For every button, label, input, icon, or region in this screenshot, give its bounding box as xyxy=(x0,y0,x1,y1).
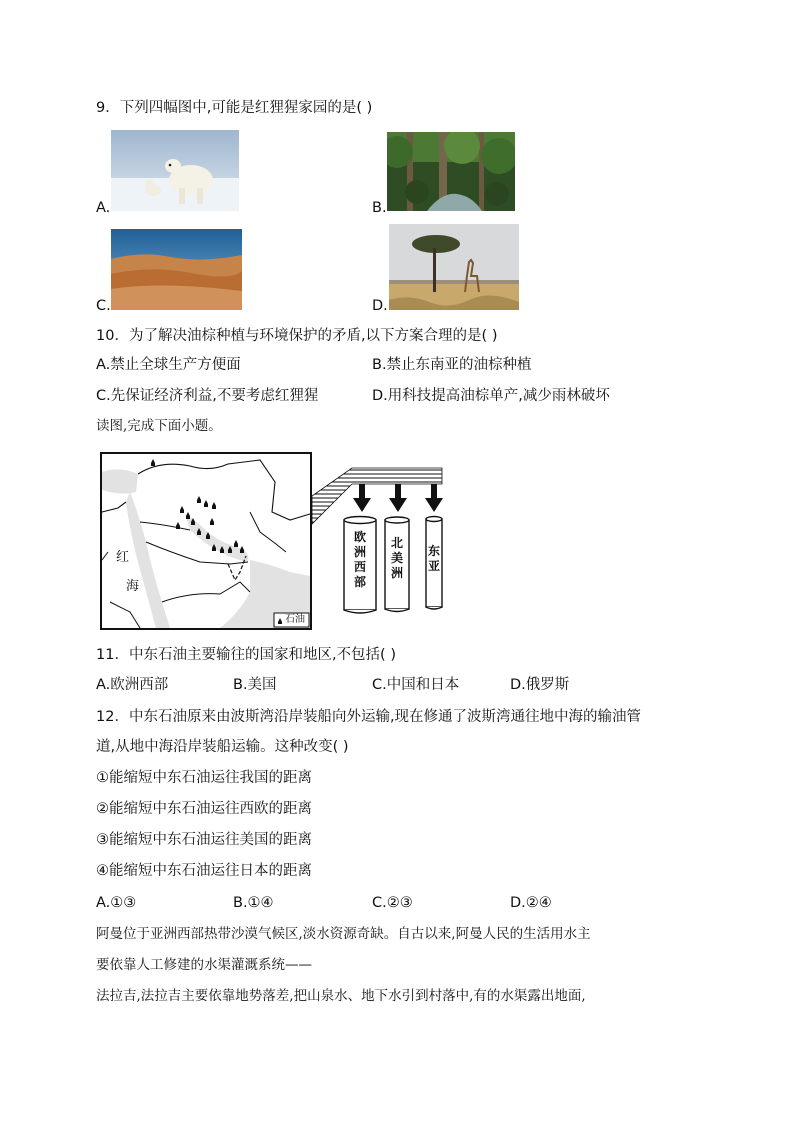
q11-stem: 11．中东石油主要输往的国家和地区,不包括( ) xyxy=(96,647,396,663)
q9-option-d-label: D. xyxy=(372,298,388,314)
rainforest-image[interactable] xyxy=(387,132,515,211)
q10-option-b[interactable]: B.禁止东南亚的油棕种植 xyxy=(372,357,532,373)
pipe-east-asia: 东 亚 xyxy=(427,544,440,573)
q9-stem: 9．下列四幅图中,可能是红狸猩家园的是( ) xyxy=(96,100,373,116)
q12-stem-line2: 道,从地中海沿岸装船运输。这种改变( ) xyxy=(96,739,349,755)
q10-stem: 10．为了解决油棕种植与环境保护的矛盾,以下方案合理的是( ) xyxy=(96,328,498,344)
q11-option-b[interactable]: B.美国 xyxy=(233,677,277,693)
oil-export-diagram xyxy=(312,464,448,616)
red-sea-label-2: 海 xyxy=(126,579,140,594)
q12-statement-1: ①能缩短中东石油运往我国的距离 xyxy=(96,770,312,786)
pipe-north-america: 北 美 洲 xyxy=(390,536,403,580)
reading-intro: 读图,完成下面小题。 xyxy=(96,418,222,434)
q12-stem-line1: 12．中东石油原来由波斯湾沿岸装船向外运输,现在修通了波斯湾通往地中海的输油管 xyxy=(96,709,642,725)
passage-line-2: 要依靠人工修建的水渠灌溉系统—— xyxy=(96,957,312,973)
q12-statement-3: ③能缩短中东石油运往美国的距离 xyxy=(96,832,312,848)
q12-option-d[interactable]: D.②④ xyxy=(510,895,552,911)
q12-statement-4: ④能缩短中东石油运往日本的距离 xyxy=(96,863,312,879)
passage-line-3: 法拉吉,法拉吉主要依靠地势落差,把山泉水、地下水引到村落中,有的水渠露出地面, xyxy=(96,988,586,1004)
polar-bears-image[interactable] xyxy=(111,130,239,211)
q11-option-c[interactable]: C.中国和日本 xyxy=(372,677,460,693)
q11-option-d[interactable]: D.俄罗斯 xyxy=(510,677,570,693)
legend-oil-label: 石油 xyxy=(285,614,305,625)
pipe-western-europe: 欧 洲 西 部 xyxy=(353,530,366,589)
desert-image[interactable] xyxy=(111,229,242,310)
red-sea-label-1: 红 xyxy=(116,550,130,565)
passage-line-1: 阿曼位于亚洲西部热带沙漠气候区,淡水资源奇缺。自古以来,阿曼人民的生活用水主 xyxy=(96,926,591,942)
q12-option-a[interactable]: A.①③ xyxy=(96,895,137,911)
middle-east-oil-map xyxy=(100,452,312,630)
savanna-image[interactable] xyxy=(389,224,519,310)
q12-option-c[interactable]: C.②③ xyxy=(372,895,413,911)
q10-option-c[interactable]: C.先保证经济利益,不要考虑红狸猩 xyxy=(96,388,319,404)
q9-option-a-label: A. xyxy=(96,200,111,216)
q9-option-b-label: B. xyxy=(372,200,387,216)
q11-option-a[interactable]: A.欧洲西部 xyxy=(96,677,169,693)
q12-option-b[interactable]: B.①④ xyxy=(233,895,274,911)
q12-statement-2: ②能缩短中东石油运往西欧的距离 xyxy=(96,801,312,817)
q10-option-a[interactable]: A.禁止全球生产方便面 xyxy=(96,357,241,373)
q10-option-d[interactable]: D.用科技提高油棕单产,减少雨林破坏 xyxy=(372,388,610,404)
q9-option-c-label: C. xyxy=(96,298,111,314)
